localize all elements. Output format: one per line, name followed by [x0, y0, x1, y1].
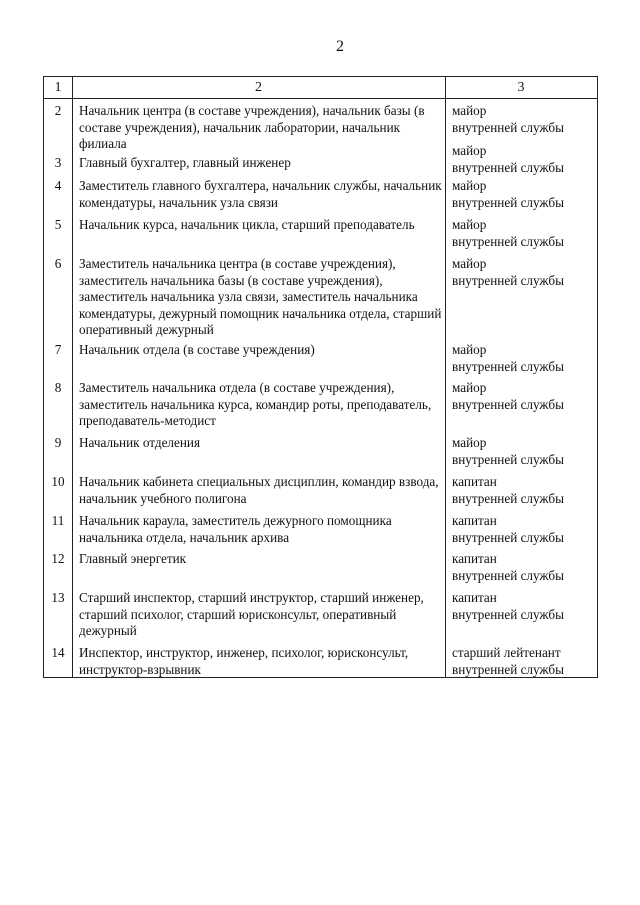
rank-cell — [452, 513, 597, 546]
rank-name: капитан — [452, 474, 497, 489]
page-number: 2 — [336, 38, 344, 55]
rank-name: капитан — [452, 590, 497, 605]
position-title: Инспектор, инструктор, инженер, психолог, юрисконсульт, инструктор-взрывник — [79, 645, 409, 677]
rank-name: майор — [452, 342, 487, 357]
position-title: Заместитель начальника отдела (в составе учреждения), заместитель начальника курса, командир роты, преподаватель, преподаватель-методист — [79, 380, 432, 428]
rank-service: внутренней службы — [452, 529, 564, 545]
rank-name: капитан — [452, 513, 497, 528]
row-number: 6 — [54, 256, 62, 271]
column-divider — [72, 77, 73, 677]
rank-service: внутренней службы — [452, 661, 564, 677]
position-title: Старший инспектор, старший инструктор, старший инженер, старший психолог, старший юрисконсульт, оперативный дежурный — [79, 590, 424, 638]
row-number: 7 — [54, 342, 62, 357]
row-number: 14 — [51, 645, 65, 660]
position-title: Начальник отдела (в составе учреждения) — [79, 342, 315, 357]
row-number: 4 — [54, 178, 62, 193]
rank-service: внутренней службы — [452, 606, 564, 622]
row-number: 3 — [54, 155, 62, 170]
rank-cell — [452, 217, 597, 250]
position-title: Начальник караула, заместитель дежурного помощника начальника отдела, начальник архива — [79, 513, 392, 545]
row-number: 9 — [54, 435, 62, 450]
rank-name: майор — [452, 143, 487, 158]
position-title: Главный энергетик — [79, 551, 187, 566]
position-title: Заместитель главного бухгалтера, начальник службы, начальник комендатуры, начальник узла связи — [79, 178, 442, 210]
header-col-1: 1 — [54, 80, 62, 95]
rank-cell — [452, 342, 597, 375]
rank-service: внутренней службы — [452, 567, 564, 583]
row-number: 2 — [54, 103, 62, 118]
row-number: 13 — [51, 590, 65, 605]
rank-name: майор — [452, 380, 487, 395]
position-title: Начальник курса, начальник цикла, старший преподаватель — [79, 217, 415, 232]
rank-cell — [452, 256, 597, 289]
rank-cell — [452, 590, 597, 623]
rank-service: внутренней службы — [452, 119, 564, 135]
rank-name: майор — [452, 103, 487, 118]
rank-service: внутренней службы — [452, 451, 564, 467]
rank-cell — [452, 645, 597, 678]
rank-cell — [452, 551, 597, 584]
position-title: Начальник кабинета специальных дисциплин, командир взвода, начальник учебного полигона — [79, 474, 439, 506]
rank-name: капитан — [452, 551, 497, 566]
header-col-2: 2 — [255, 80, 262, 95]
rank-service: внутренней службы — [452, 194, 564, 210]
position-title: Начальник центра (в составе учреждения), начальник базы (в составе учреждения), начальник лаборатории, начальник филиала — [79, 103, 425, 151]
rank-cell — [452, 143, 597, 176]
rank-service: внутренней службы — [452, 233, 564, 249]
row-number: 10 — [51, 474, 65, 489]
rank-cell — [452, 178, 597, 211]
row-number: 8 — [54, 380, 62, 395]
header-divider — [44, 98, 597, 99]
row-number: 11 — [51, 513, 65, 528]
row-number: 5 — [54, 217, 62, 232]
rank-service: внутренней службы — [452, 358, 564, 374]
rank-cell — [452, 103, 597, 136]
rank-name: майор — [452, 178, 487, 193]
header-col-3: 3 — [517, 80, 525, 95]
rank-name: майор — [452, 435, 487, 450]
ranks-table — [43, 76, 598, 678]
rank-cell — [452, 474, 597, 507]
row-number: 12 — [51, 551, 65, 566]
position-title: Главный бухгалтер, главный инженер — [79, 155, 291, 170]
rank-service: внутренней службы — [452, 159, 564, 175]
rank-name: майор — [452, 217, 487, 232]
rank-name: старший лейтенант — [452, 645, 561, 660]
rank-cell — [452, 380, 597, 413]
position-title: Заместитель начальника центра (в составе учреждения), заместитель начальника базы (в составе учреждения), заместитель начальника узла связи, заместитель начальника комендатуры, дежурный помощник начальника отдела, старший оперативный дежурный — [79, 256, 442, 337]
rank-cell — [452, 435, 597, 468]
rank-service: внутренней службы — [452, 490, 564, 506]
rank-service: внутренней службы — [452, 396, 564, 412]
rank-name: майор — [452, 256, 487, 271]
rank-service: внутренней службы — [452, 272, 564, 288]
position-title: Начальник отделения — [79, 435, 201, 450]
